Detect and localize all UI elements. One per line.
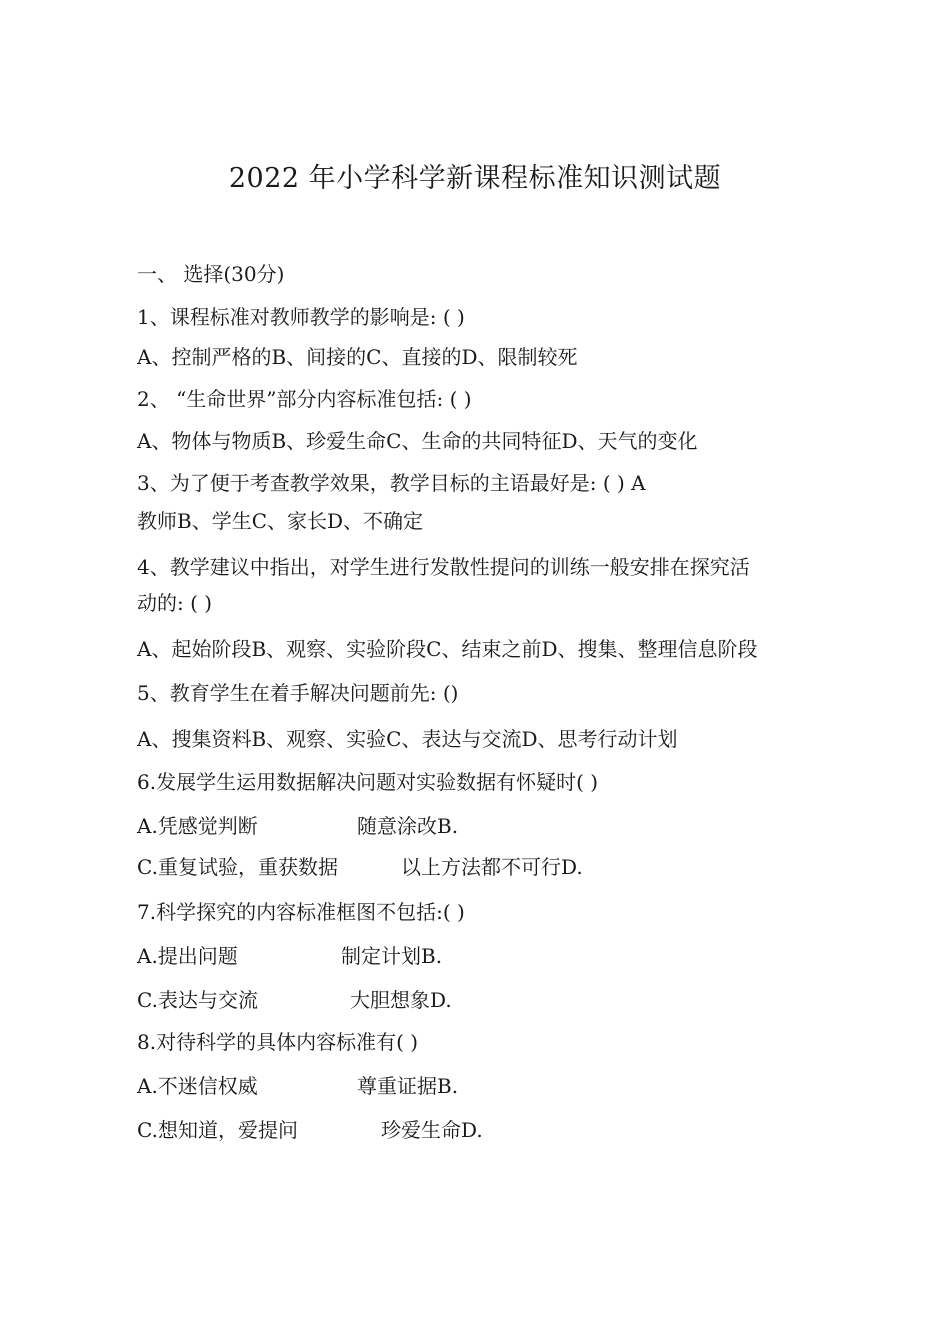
question-8-option-c: C.想知道，爱提问 (137, 1118, 298, 1142)
question-8: 8.对待科学的具体内容标准有( ) (137, 1030, 419, 1054)
question-6-option-b: 随意涂改B. (357, 814, 459, 838)
question-4-options: A、起始阶段B、观察、实验阶段C、结束之前D、搜集、整理信息阶段 (137, 637, 758, 661)
question-5: 5、教育学生在着手解决问题前先: () (137, 681, 459, 705)
question-7-option-b: 制定计划B. (341, 944, 443, 968)
question-6-option-d: 以上方法都不可行D. (401, 855, 583, 879)
question-2-options: A、物体与物质B、珍爱生命C、生命的共同特征D、天气的变化 (137, 429, 698, 453)
page-title: 2022 年小学科学新课程标准知识测试题 (228, 163, 722, 194)
question-6-option-a: A.凭感觉判断 (137, 814, 258, 838)
question-4-cont: 动的: ( ) (137, 591, 213, 615)
question-6-option-c: C.重复试验，重获数据 (137, 855, 338, 879)
question-7-option-d: 大胆想象D. (350, 988, 452, 1012)
question-1-options: A、控制严格的B、间接的C、直接的D、限制较死 (137, 345, 578, 369)
question-7: 7.科学探究的内容标准框图不包括:( ) (137, 900, 465, 924)
question-7-option-a: A.提出问题 (137, 944, 238, 968)
section-heading: 一、 选择(30分) (137, 262, 285, 286)
question-2: 2、 “生命世界”部分内容标准包括: ( ) (137, 387, 472, 411)
question-5-options: A、搜集资料B、观察、实验C、表达与交流D、思考行动计划 (137, 727, 678, 751)
question-3: 3、为了便于考查教学效果，教学目标的主语最好是: ( ) A (137, 471, 646, 495)
question-8-option-a: A.不迷信权威 (137, 1074, 258, 1098)
question-3-options: 教师B、学生C、家长D、不确定 (137, 509, 424, 533)
question-1: 1、课程标准对教师教学的影响是: ( ) (137, 305, 465, 329)
question-7-option-c: C.表达与交流 (137, 988, 258, 1012)
question-8-option-b: 尊重证据B. (357, 1074, 459, 1098)
question-4: 4、教学建议中指出，对学生进行发散性提问的训练一般安排在探究活 (137, 555, 750, 579)
question-8-option-d: 珍爱生命D. (381, 1118, 483, 1142)
question-6: 6.发展学生运用数据解决问题对实验数据有怀疑时( ) (137, 770, 599, 794)
